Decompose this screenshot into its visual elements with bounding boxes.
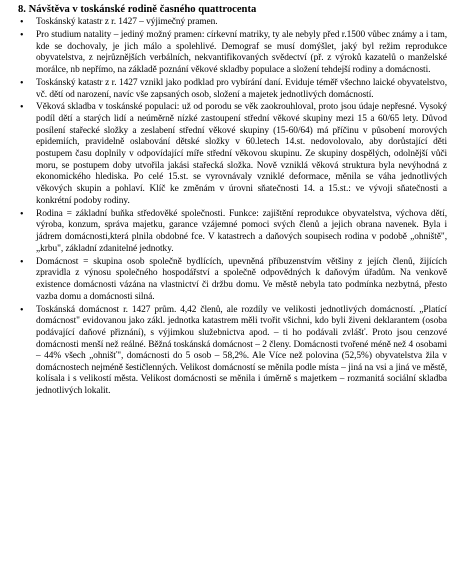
list-item xyxy=(18,209,447,256)
list-item xyxy=(18,78,447,101)
list-item xyxy=(18,30,447,77)
bullet-dot-icon: • xyxy=(20,304,24,316)
bullet-dot-icon: • xyxy=(20,256,24,268)
section-title: 8. Návštěva v toskánské rodině časného quattrocenta xyxy=(18,4,257,15)
list-item-text: Pro studium natality – jediný možný pramen: církevní matriky, ty ale nebyly před r.1500 vůbec známy a i tam, kde se dochovaly, je jich málo a spolehlivé. Demograf se musí domýšlet, jaký byl režim reprodukce obyvatelstva, z nejrůznějších verbálních, nekvantifikovaných svědectví (př. z výroků kazatelů o manželské morálce, nb nepřímo, na základě poznání věkové skladby populace a složení tehdejší rodiny a domácnosti. xyxy=(36,29,447,75)
list-item-text: Toskánský katastr z r. 1427 vznikl jako podklad pro vybírání daní. Eviduje téměř všechno laické obyvatelstvo, vč. dětí od narození, navíc vše zapsaných osob, složení a majetek jednotlivých domácností. xyxy=(36,77,447,100)
list-item-text: Rodina = základní buňka středověké společnosti. Funkce: zajištění reprodukce obyvatelstva, výchova dětí, výroba, konzum, správa majetku, garance vzájemné pomoci svých členů a jejich obrana navenek. Byla i jádrem domácnosti,která plnila obdobné fce. V katastrech a daňových soupisech rodina v podobě „ohniště", „krbu", základní zdanitelné jednotky. xyxy=(36,208,447,254)
bullet-dot-icon: • xyxy=(20,102,24,114)
list-item-text: Věková skladba v toskánské populaci: už od porodu se věk zaokrouhloval, proto jsou údaje nepřesné. Vysoký podíl dětí a starých lidí a neúměrně nízké zastoupení střední věkové skupiny mezi 15 a 60/65 lety. Důvod posílení stařecké složky a zeslabení střední věkové skupiny (15-60/64) má příčinu v působení morových epidemiích, pravidelně oslabování dětské složky v 60.letech 14.st. nedovolovalo, aby dorůstající děti postupem času doplnily v odpovídající míře střední věkovou skupinu. Ze skupiny dospělých, odolnější vůči moru, se postupem doby utvořila jakási stařecká složka. Nově vzniklá věková struktura byla nevýhodná z ekonomického hlediska. Po celé 15.st. se vyrovnávaly vzniklé deformace, měnila se váha jednotlivých věkových skupin a pohlaví. Klíč ke změnám v úrovni sňatečnosti 14. a 15.st.: ve vývoji sňatečnosti a konkrétní podoby rodiny. xyxy=(36,102,447,206)
bullet-dot-icon: • xyxy=(20,29,24,41)
list-item xyxy=(18,17,447,29)
bullet-list xyxy=(18,17,447,398)
list-item-text: Domácnost = skupina osob společně bydlících, upevněná příbuzenstvím většiny z jejích členů, žijících zpravidla z výnosu společného hospodářství a společně odpovědných k daňovým úřadům. Na venkově existence domácnosti vázána na vlastnictví či držbu domu. Ve městě nebyla tato podmínka nezbytná, přesto vazba domu a domácnosti silná. xyxy=(36,256,447,302)
list-item xyxy=(18,102,447,207)
bullet-dot-icon: • xyxy=(20,77,24,89)
list-item-text: Toskánský katastr z r. 1427 – výjimečný pramen. xyxy=(36,17,218,27)
bullet-dot-icon: • xyxy=(20,17,24,28)
list-item xyxy=(18,305,447,398)
list-item-text: Toskánská domácnost r. 1427 prům. 4,42 členů, ale rozdíly ve velikosti jednotlivých domácností. „Platící domácnost" evidovanou jako zákl. jednotka katastrem měli tvořit všichni, kdo byli živeni deklarantem (osoba podávající daňové přiznání), s výjimkou služebnictva apod. – ti ho podávali zvlášť. Proto jsou cenzové domácnosti menší než reálné. Běžná toskánská domácnost – 2 členy. Domácnosti tvořené méně než 4 osobami – 44% všech „ohnišť", domácnosti do 5 osob – 58,2%. Ale Více než polovina (52,5%) obyvatelstva žila v domácnostech nejméně šestičlenných. Velikost domácností se měnila podle místa – jiná na vsi a jiná ve městě, kolísala i s velikostí města. Velikost domácnosti se měnila i úměrně s majetkem – rozmanitá sociální skladba jednotlivých lokalit. xyxy=(36,304,447,397)
bullet-dot-icon: • xyxy=(20,208,24,220)
list-item xyxy=(18,257,447,304)
